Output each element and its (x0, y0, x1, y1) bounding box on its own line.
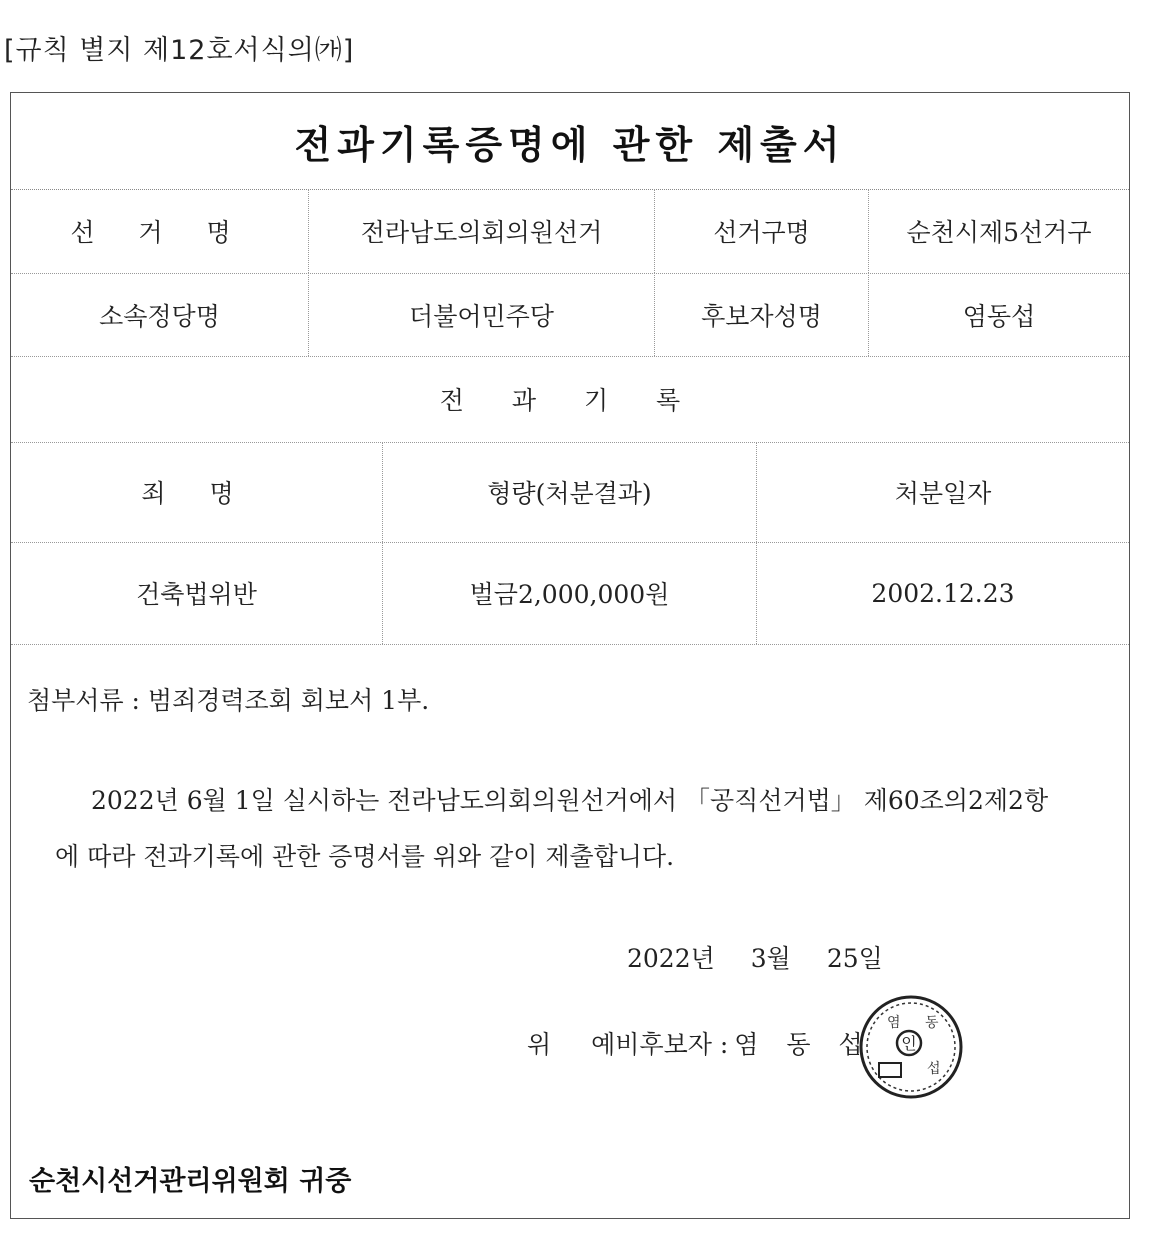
candidate-value: 염동섭 (962, 301, 1036, 331)
svg-text:인: 인 (901, 1034, 917, 1053)
submission-date (627, 939, 883, 975)
form-reference: [규칙 별지 제12호서식의㈎] (4, 35, 355, 66)
recipient: 순천시선거관리위원회 귀중 (29, 1166, 352, 1197)
record-header-offense: 죄 명 (11, 442, 383, 542)
district-value: 순천시제5선거구 (906, 218, 1092, 247)
date-day: 25일 (826, 944, 883, 973)
record-date: 2002.12.23 (871, 578, 1015, 608)
signature-prefix: 위 (527, 1030, 552, 1059)
document-title: 전과기록증명에 관한 제출서 (294, 122, 846, 167)
info-row-election (11, 189, 1129, 274)
party-label: 소속정당명 (11, 273, 309, 356)
record-table-header (11, 442, 1129, 543)
date-month: 3월 (750, 944, 791, 973)
record-offense: 건축법위반 (11, 542, 383, 644)
record-header-sentence: 형량(처분결과) (383, 442, 757, 542)
info-row-party (11, 273, 1129, 357)
svg-text:염: 염 (887, 1015, 901, 1031)
candidate-label: 후보자성명 (655, 273, 869, 356)
statement-line-2: 에 따라 전과기록에 관한 증명서를 위와 같이 제출합니다. (55, 842, 675, 871)
title-row (11, 93, 1129, 190)
record-header-date: 처분일자 (894, 479, 992, 508)
document-frame (10, 92, 1130, 1219)
record-sentence: 벌금2,000,000원 (383, 542, 757, 644)
attachment-note: 첨부서류 : 범죄경력조회 회보서 1부. (27, 686, 430, 715)
election-label: 선 거 명 (11, 189, 309, 273)
district-label: 선거구명 (655, 189, 869, 273)
signature-line (527, 1025, 873, 1061)
signature-role: 예비후보자 : (591, 1030, 729, 1059)
party-value: 더불어민주당 (309, 273, 655, 356)
table-row (11, 542, 1129, 645)
election-value: 전라남도의회의원선거 (309, 189, 655, 273)
svg-text:동: 동 (925, 1015, 939, 1031)
date-year: 2022년 (627, 944, 715, 973)
seal-stamp-icon (857, 993, 965, 1101)
signature-name: 염 동 섭 (734, 1030, 873, 1059)
record-section-heading: 전 과 기 록 (11, 356, 1129, 443)
svg-text:섭: 섭 (927, 1061, 941, 1077)
submission-statement (55, 773, 1115, 885)
statement-line-1: 2022년 6월 1일 실시하는 전라남도의회의원선거에서 「공직선거법」 제60조의2제2항 (91, 786, 1049, 815)
